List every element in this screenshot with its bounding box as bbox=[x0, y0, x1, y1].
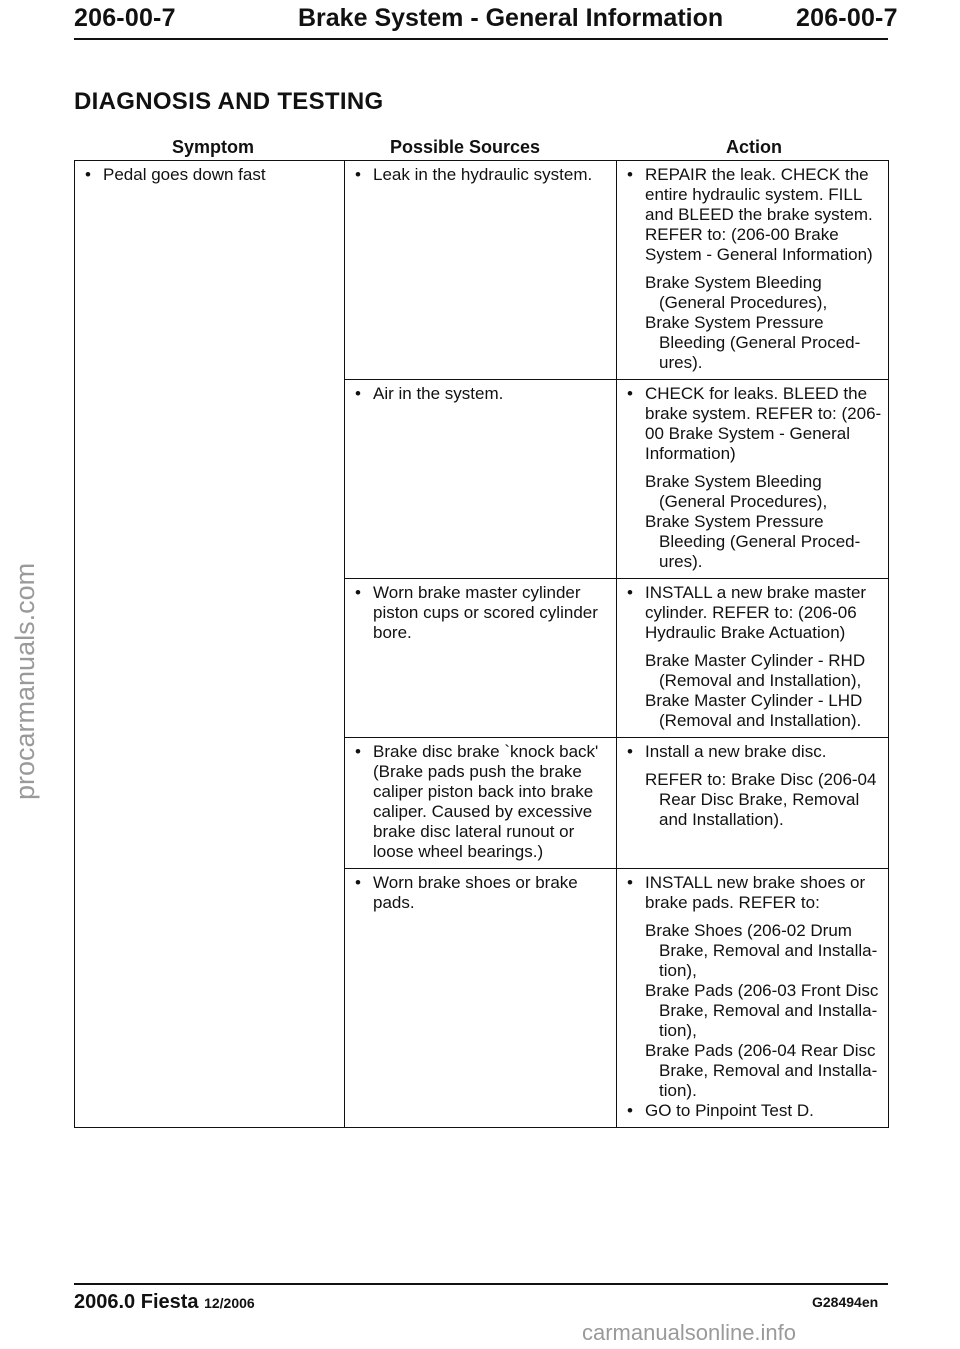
table-row bbox=[75, 161, 889, 380]
reference-link[interactable]: REFER to: Brake Disc (206-04 Rear Disc Brake, Removal and Installation). bbox=[645, 770, 877, 829]
footer-rule bbox=[74, 1283, 888, 1285]
source-cell bbox=[345, 869, 617, 1128]
reference-list bbox=[627, 921, 884, 1101]
bottom-watermark: carmanualsonline.info bbox=[582, 1320, 797, 1345]
action-cell bbox=[617, 869, 889, 1128]
reference-link[interactable]: Brake Pads (206-03 Front Disc Brake, Removal and Installa- tion), bbox=[645, 981, 879, 1040]
action-cell bbox=[617, 738, 889, 869]
page-title: Brake System - General Information bbox=[298, 4, 724, 32]
column-headers bbox=[74, 137, 888, 161]
side-watermark: procarmanuals.com bbox=[10, 562, 40, 800]
reference-link[interactable]: Brake System Pressure Bleeding (General Proced- ures). bbox=[645, 512, 861, 571]
source-item: • Air in the system. bbox=[355, 384, 612, 404]
action-item: • REPAIR the leak. CHECK the entire hydraulic system. FILL and BLEED the brake system. REFER to: (206-00 Brake System - General Information) bbox=[627, 165, 884, 265]
source-cell bbox=[345, 579, 617, 738]
reference-list bbox=[627, 770, 884, 830]
action-item: • Install a new brake disc. bbox=[627, 742, 884, 762]
footer-model bbox=[74, 1291, 255, 1314]
action-item: • INSTALL new brake shoes or brake pads. REFER to: bbox=[627, 873, 884, 913]
symptom-cell bbox=[75, 161, 345, 1128]
document-id: G28494en bbox=[812, 1294, 879, 1310]
column-header-action: Action bbox=[726, 137, 782, 157]
symptom-text: • Pedal goes down fast bbox=[85, 165, 340, 185]
reference-link[interactable]: Brake Master Cylinder - LHD (Removal and Installation). bbox=[645, 691, 863, 730]
reference-link[interactable]: Brake System Bleeding (General Procedures), bbox=[645, 273, 828, 312]
header-rule bbox=[74, 38, 888, 40]
diagnosis-table bbox=[74, 160, 889, 1128]
section-code-left: 206-00-7 bbox=[74, 4, 176, 32]
section-code-right: 206-00-7 bbox=[796, 4, 898, 32]
column-header-sources: Possible Sources bbox=[390, 137, 541, 157]
source-item: • Brake disc brake `knock back' (Brake pads push the brake caliper piston back into brake caliper. Caused by excessive brake disc lateral runout or loose wheel bearings.) bbox=[355, 742, 612, 862]
issue-date: 12/2006 bbox=[204, 1295, 255, 1311]
source-item: • Leak in the hydraulic system. bbox=[355, 165, 612, 185]
reference-link[interactable]: Brake Master Cylinder - RHD (Removal and Installation), bbox=[645, 651, 866, 690]
model-name: 2006.0 Fiesta bbox=[74, 1291, 199, 1313]
source-item: • Worn brake master cylinder piston cups or scored cylinder bore. bbox=[355, 583, 612, 643]
reference-list bbox=[627, 472, 884, 572]
section-title: DIAGNOSIS AND TESTING bbox=[74, 88, 384, 115]
reference-list bbox=[627, 651, 884, 731]
source-cell bbox=[345, 161, 617, 380]
action-cell bbox=[617, 579, 889, 738]
action-item: • INSTALL a new brake master cylinder. REFER to: (206-06 Hydraulic Brake Actuation) bbox=[627, 583, 884, 643]
column-header-symptom: Symptom bbox=[172, 137, 255, 157]
action-item: • CHECK for leaks. BLEED the brake system. REFER to: (206- 00 Brake System - General Information) bbox=[627, 384, 884, 464]
page-header bbox=[0, 0, 960, 120]
action-cell bbox=[617, 161, 889, 380]
source-item: • Worn brake shoes or brake pads. bbox=[355, 873, 612, 913]
reference-list bbox=[627, 273, 884, 373]
source-cell bbox=[345, 380, 617, 579]
pinpoint-test-link[interactable]: • GO to Pinpoint Test D. bbox=[627, 1101, 884, 1121]
reference-link[interactable]: Brake System Bleeding (General Procedures), bbox=[645, 472, 828, 511]
source-cell bbox=[345, 738, 617, 869]
action-cell bbox=[617, 380, 889, 579]
reference-link[interactable]: Brake Pads (206-04 Rear Disc Brake, Removal and Installa- tion). bbox=[645, 1041, 878, 1100]
reference-link[interactable]: Brake Shoes (206-02 Drum Brake, Removal and Installa- tion), bbox=[645, 921, 878, 980]
reference-link[interactable]: Brake System Pressure Bleeding (General Proced- ures). bbox=[645, 313, 861, 372]
